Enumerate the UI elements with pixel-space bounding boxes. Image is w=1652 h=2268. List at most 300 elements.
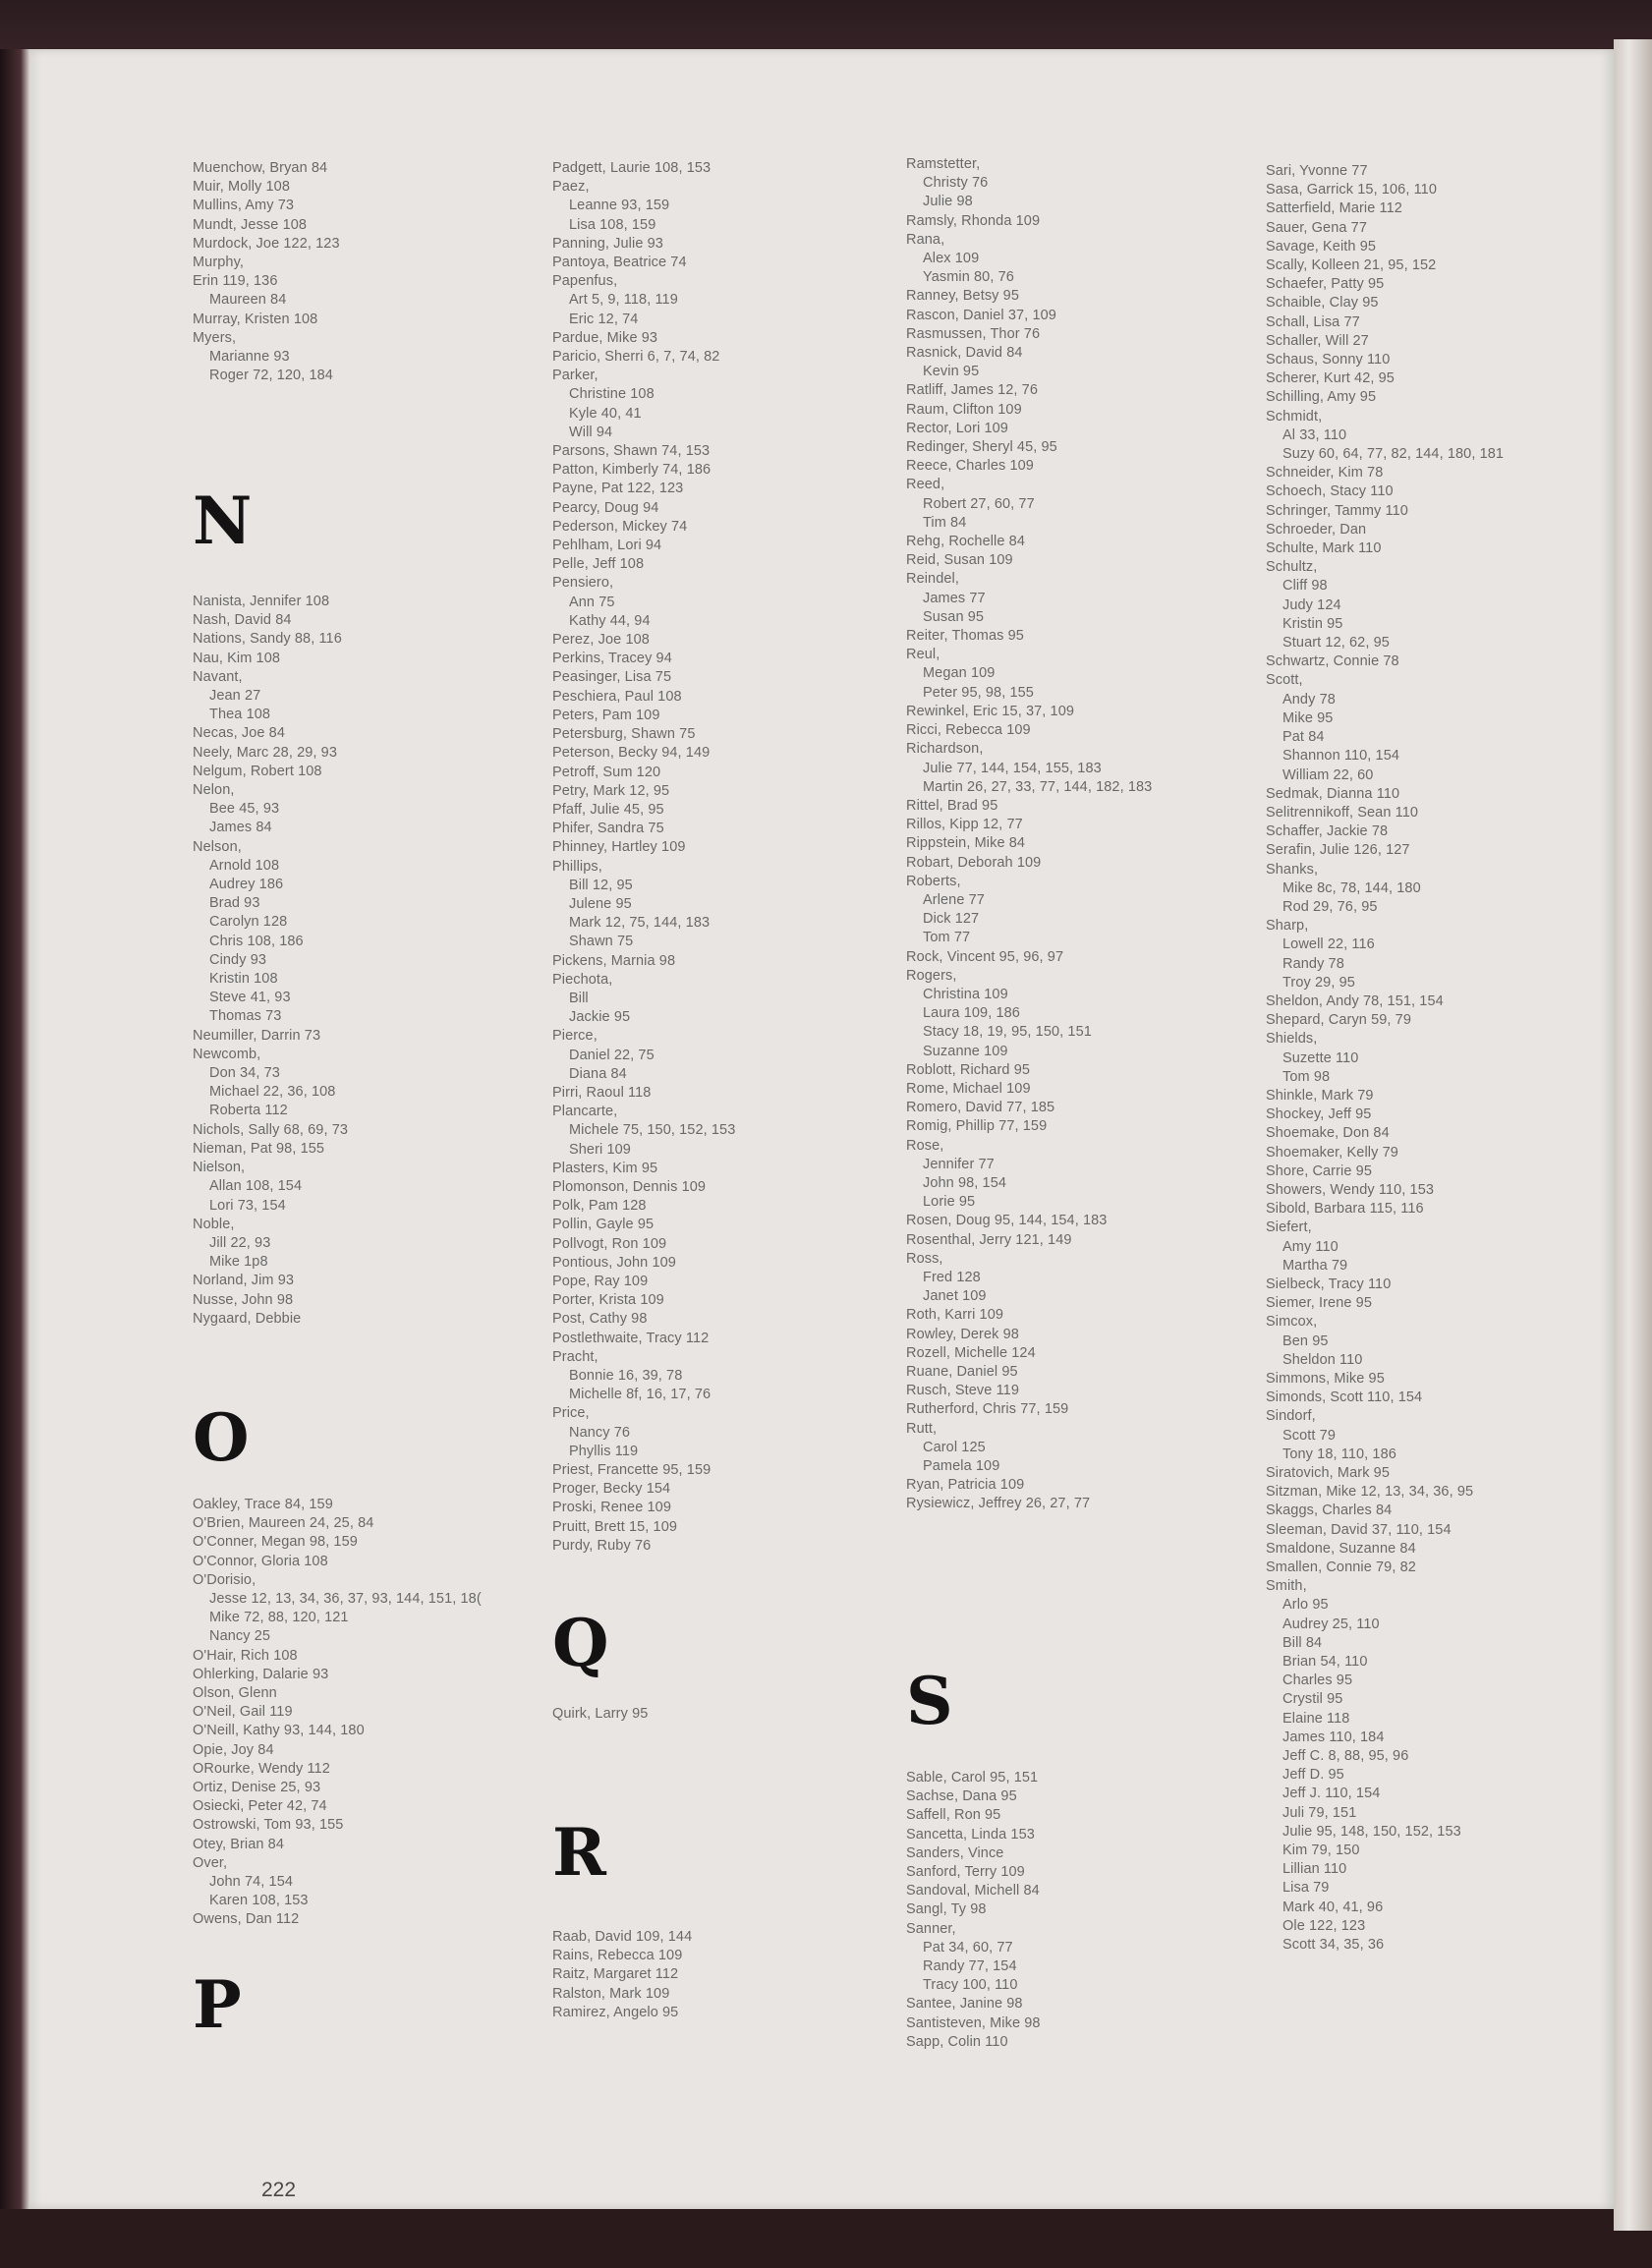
index-subentry: Jeff J. 110, 154 [1282, 1786, 1381, 1802]
index-subentry: Carolyn 128 [209, 914, 288, 931]
index-subentry: Jennifer 77 [923, 1156, 995, 1172]
index-entry: Rutherford, Chris 77, 159 [906, 1401, 1069, 1418]
index-subentry: Pat 34, 60, 77 [923, 1939, 1013, 1956]
index-subentry: Steve 41, 93 [209, 990, 291, 1006]
index-entry: Shields, [1266, 1031, 1318, 1048]
index-entry: Roth, Karri 109 [906, 1307, 1004, 1324]
index-entry: Rowley, Derek 98 [906, 1326, 1019, 1342]
index-subentry: Suzette 110 [1282, 1049, 1359, 1066]
index-subentry: Nancy 25 [209, 1628, 271, 1645]
index-entry: Erin 119, 136 [193, 273, 278, 290]
index-subentry: Arlo 95 [1282, 1597, 1329, 1614]
index-entry: Raab, David 109, 144 [552, 1929, 693, 1945]
index-entry: Smallen, Connie 79, 82 [1266, 1559, 1416, 1576]
index-subentry: Al 33, 110 [1282, 426, 1347, 443]
index-subentry: Christine 108 [569, 386, 655, 403]
index-entry: Pope, Ray 109 [552, 1273, 649, 1289]
index-subentry: Scott 34, 35, 36 [1282, 1937, 1385, 1954]
index-entry: Siratovich, Mark 95 [1266, 1465, 1390, 1482]
index-subentry: Maureen 84 [209, 292, 287, 309]
index-entry: Noble, [193, 1216, 235, 1232]
index-entry: Schall, Lisa 77 [1266, 313, 1360, 330]
index-entry: Polk, Pam 128 [552, 1198, 647, 1215]
index-subentry: Martin 26, 27, 33, 77, 144, 182, 183 [923, 778, 1153, 795]
index-entry: Shepard, Caryn 59, 79 [1266, 1012, 1411, 1029]
index-subentry: Kyle 40, 41 [569, 405, 642, 422]
index-entry: Savage, Keith 95 [1266, 238, 1377, 255]
index-entry: Rogers, [906, 967, 957, 984]
index-entry: Reindel, [906, 571, 959, 588]
index-subentry: Dick 127 [923, 911, 980, 928]
index-entry: Nelgum, Robert 108 [193, 763, 322, 779]
index-entry: Rascon, Daniel 37, 109 [906, 307, 1056, 323]
index-entry: O'Hair, Rich 108 [193, 1647, 298, 1664]
index-entry: Scherer, Kurt 42, 95 [1266, 370, 1395, 387]
index-entry: Sangl, Ty 98 [906, 1901, 987, 1918]
index-entry: Ramsly, Rhonda 109 [906, 212, 1041, 229]
index-subentry: Cindy 93 [209, 951, 267, 968]
index-entry: Owens, Dan 112 [193, 1911, 300, 1928]
index-subentry: Janet 109 [923, 1288, 987, 1305]
index-entry: Purdy, Ruby 76 [552, 1537, 652, 1554]
index-entry: Schwartz, Connie 78 [1266, 653, 1399, 670]
index-subentry: Shawn 75 [569, 934, 634, 950]
index-subentry: Christina 109 [923, 986, 1008, 1002]
index-entry: Reed, [906, 477, 945, 493]
index-entry: Navant, [193, 668, 243, 685]
index-subentry: Mike 72, 88, 120, 121 [209, 1610, 349, 1626]
index-entry: Ralston, Mark 109 [552, 1985, 670, 2002]
index-entry: Reul, [906, 647, 940, 663]
section-letter-r: R [552, 1814, 606, 1891]
index-entry: Peschiera, Paul 108 [552, 688, 682, 705]
index-subentry: Yasmin 80, 76 [923, 269, 1014, 286]
index-subentry: Randy 78 [1282, 955, 1344, 972]
index-subentry: Mike 1p8 [209, 1254, 268, 1271]
index-entry: Pardue, Mike 93 [552, 329, 658, 346]
index-entry: Parsons, Shawn 74, 153 [552, 443, 711, 460]
index-subentry: Jackie 95 [569, 1009, 631, 1026]
index-entry: Schulte, Mark 110 [1266, 540, 1382, 557]
section-letter-o: O [193, 1399, 250, 1476]
index-entry: Simmons, Mike 95 [1266, 1371, 1385, 1387]
book-gutter-left [0, 49, 29, 2209]
index-subentry: Karen 108, 153 [209, 1893, 309, 1909]
index-entry: Plomonson, Dennis 109 [552, 1178, 707, 1195]
index-entry: Muir, Molly 108 [193, 179, 291, 196]
index-subentry: Cliff 98 [1282, 578, 1328, 595]
index-subentry: Kevin 95 [923, 364, 980, 380]
index-entry: Sasa, Garrick 15, 106, 110 [1266, 182, 1438, 198]
index-entry: Ostrowski, Tom 93, 155 [193, 1817, 344, 1834]
index-subentry: Tony 18, 110, 186 [1282, 1446, 1396, 1462]
index-subentry: Andy 78 [1282, 691, 1336, 708]
index-entry: Shinkle, Mark 79 [1266, 1087, 1374, 1104]
index-subentry: Robert 27, 60, 77 [923, 495, 1035, 512]
index-entry: O'Neil, Gail 119 [193, 1704, 293, 1721]
index-entry: Reid, Susan 109 [906, 552, 1013, 569]
index-entry: Rome, Michael 109 [906, 1080, 1031, 1097]
index-subentry: Michele 75, 150, 152, 153 [569, 1122, 736, 1139]
index-entry: Newcomb, [193, 1046, 261, 1062]
index-subentry: Peter 95, 98, 155 [923, 684, 1034, 701]
index-entry: Sancetta, Linda 153 [906, 1826, 1035, 1843]
index-entry: Pantoya, Beatrice 74 [552, 255, 687, 271]
index-subentry: Mark 12, 75, 144, 183 [569, 915, 711, 932]
index-subentry: Shannon 110, 154 [1282, 748, 1400, 765]
index-entry: Redinger, Sheryl 45, 95 [906, 439, 1057, 456]
index-entry: Robart, Deborah 109 [906, 854, 1042, 871]
index-subentry: Lisa 108, 159 [569, 216, 656, 233]
index-subentry: Jesse 12, 13, 34, 36, 37, 93, 144, 151, 18( [209, 1591, 482, 1608]
index-subentry: Chris 108, 186 [209, 933, 304, 949]
index-entry: Schoech, Stacy 110 [1266, 483, 1394, 500]
index-entry: Rittel, Brad 95 [906, 797, 998, 814]
index-entry: Muenchow, Bryan 84 [193, 160, 328, 176]
index-entry: Norland, Jim 93 [193, 1273, 295, 1289]
index-entry: Rysiewicz, Jeffrey 26, 27, 77 [906, 1496, 1091, 1512]
index-entry: O'Conner, Megan 98, 159 [193, 1534, 358, 1551]
index-subentry: Troy 29, 95 [1282, 974, 1355, 991]
index-entry: Saffell, Ron 95 [906, 1807, 1001, 1824]
index-entry: Nash, David 84 [193, 612, 292, 629]
index-entry: Phinney, Hartley 109 [552, 839, 686, 856]
index-entry: Pehlham, Lori 94 [552, 538, 662, 554]
index-entry: Padgett, Laurie 108, 153 [552, 160, 712, 176]
index-entry: Scally, Kolleen 21, 95, 152 [1266, 257, 1437, 274]
index-subentry: Carol 125 [923, 1439, 986, 1455]
index-subentry: Pat 84 [1282, 729, 1325, 746]
section-letter-n: N [193, 482, 253, 559]
index-entry-group [552, 159, 735, 1556]
index-subentry: Rod 29, 76, 95 [1282, 898, 1378, 915]
index-entry: Raitz, Margaret 112 [552, 1966, 679, 1983]
index-subentry: Stacy 18, 19, 95, 150, 151 [923, 1024, 1092, 1041]
index-subentry: Martha 79 [1282, 1257, 1348, 1274]
index-subentry: Bonnie 16, 39, 78 [569, 1368, 683, 1384]
index-entry: Perkins, Tracey 94 [552, 651, 672, 667]
index-entry: Schaible, Clay 95 [1266, 295, 1379, 312]
index-entry: Scott, [1266, 672, 1303, 689]
index-subentry: Kathy 44, 94 [569, 612, 651, 629]
index-entry: Rasmussen, Thor 76 [906, 325, 1041, 342]
section-letter-q: Q [552, 1605, 609, 1681]
index-entry: Mundt, Jesse 108 [193, 216, 308, 233]
index-entry: Petry, Mark 12, 95 [552, 782, 670, 799]
index-entry: Rosenthal, Jerry 121, 149 [906, 1231, 1072, 1248]
index-subentry: Brian 54, 110 [1282, 1654, 1368, 1671]
index-entry: Rusch, Steve 119 [906, 1383, 1019, 1399]
index-entry: Sibold, Barbara 115, 116 [1266, 1201, 1424, 1218]
index-entry: Simcox, [1266, 1314, 1318, 1331]
index-entry: Siefert, [1266, 1219, 1312, 1236]
index-subentry: Arnold 108 [209, 857, 280, 874]
index-entry-group [552, 1705, 648, 1724]
index-entry: Nichols, Sally 68, 69, 73 [193, 1121, 349, 1138]
index-entry: Nygaard, Debbie [193, 1310, 302, 1327]
index-entry: Sauer, Gena 77 [1266, 219, 1367, 236]
index-subentry: Julene 95 [569, 895, 632, 912]
index-subentry: James 110, 184 [1282, 1729, 1385, 1745]
index-entry-group [906, 155, 1152, 1514]
index-entry: Serafin, Julie 126, 127 [1266, 842, 1410, 859]
index-entry-group [193, 159, 340, 385]
index-entry: Sharp, [1266, 918, 1309, 935]
index-entry: Raum, Clifton 109 [906, 401, 1022, 418]
index-entry: Nusse, John 98 [193, 1291, 294, 1308]
index-subentry: Charles 95 [1282, 1673, 1353, 1689]
index-subentry: Randy 77, 154 [923, 1958, 1017, 1975]
index-entry: Papenfus, [552, 273, 618, 290]
index-entry: Pruitt, Brett 15, 109 [552, 1518, 678, 1535]
index-entry: Pearcy, Doug 94 [552, 499, 659, 516]
index-subentry: Christy 76 [923, 175, 989, 192]
index-entry: Sielbeck, Tracy 110 [1266, 1276, 1392, 1292]
index-subentry: James 77 [923, 590, 986, 606]
index-entry: Plasters, Kim 95 [552, 1160, 658, 1176]
index-subentry: Thea 108 [209, 707, 271, 723]
index-subentry: Lorie 95 [923, 1194, 976, 1211]
index-entry-group [906, 1769, 1041, 2052]
index-subentry: Ole 122, 123 [1282, 1917, 1366, 1934]
index-entry: Payne, Pat 122, 123 [552, 481, 684, 497]
index-entry: Price, [552, 1405, 590, 1422]
index-entry: Peterson, Becky 94, 149 [552, 745, 711, 762]
index-entry: Phifer, Sandra 75 [552, 821, 664, 837]
index-entry: Pensiero, [552, 575, 614, 592]
index-entry: O'Neill, Kathy 93, 144, 180 [193, 1723, 365, 1739]
index-subentry: Art 5, 9, 118, 119 [569, 292, 678, 309]
index-entry: Ranney, Betsy 95 [906, 288, 1019, 305]
index-entry: Sleeman, David 37, 110, 154 [1266, 1521, 1452, 1538]
index-entry: Schaller, Will 27 [1266, 332, 1369, 349]
index-entry: Sable, Carol 95, 151 [906, 1770, 1039, 1786]
index-subentry: Phyllis 119 [569, 1443, 639, 1459]
index-subentry: Diana 84 [569, 1065, 627, 1082]
index-subentry: Roger 72, 120, 184 [209, 368, 333, 384]
index-subentry: Eric 12, 74 [569, 311, 639, 327]
index-subentry: Bill 84 [1282, 1634, 1323, 1651]
index-entry: Sitzman, Mike 12, 13, 34, 36, 95 [1266, 1484, 1474, 1501]
index-subentry: Ann 75 [569, 594, 615, 610]
index-entry: Pirri, Raoul 118 [552, 1084, 652, 1101]
index-entry: Otey, Brian 84 [193, 1836, 285, 1852]
index-entry: Priest, Francette 95, 159 [552, 1462, 712, 1479]
index-entry: Nelson, [193, 838, 242, 855]
index-entry: Rana, [906, 231, 945, 248]
index-entry: Shoemaker, Kelly 79 [1266, 1144, 1398, 1161]
index-entry: Postlethwaite, Tracy 112 [552, 1330, 710, 1346]
index-entry: Satterfield, Marie 112 [1266, 200, 1402, 217]
index-subentry: Allan 108, 154 [209, 1178, 303, 1195]
index-subentry: Sheldon 110 [1282, 1351, 1363, 1368]
index-entry: Nelon, [193, 782, 235, 799]
index-entry: Oakley, Trace 84, 159 [193, 1497, 333, 1512]
index-entry: Schaffer, Jackie 78 [1266, 823, 1389, 840]
index-subentry: Megan 109 [923, 665, 996, 682]
index-subentry: Crystil 95 [1282, 1691, 1343, 1708]
index-subentry: Amy 110 [1282, 1238, 1339, 1255]
index-subentry: Bill [569, 990, 589, 1006]
index-entry: Skaggs, Charles 84 [1266, 1503, 1393, 1519]
index-entry: Schmidt, [1266, 408, 1323, 425]
index-subentry: Lowell 22, 116 [1282, 936, 1375, 953]
index-entry: Pollin, Gayle 95 [552, 1217, 655, 1233]
index-entry: Proger, Becky 154 [552, 1481, 671, 1498]
index-subentry: Julie 95, 148, 150, 152, 153 [1282, 1823, 1461, 1840]
index-subentry: Marianne 93 [209, 349, 290, 366]
index-entry: Sindorf, [1266, 1408, 1316, 1425]
index-entry: Sheldon, Andy 78, 151, 154 [1266, 992, 1444, 1009]
index-entry: Pelle, Jeff 108 [552, 556, 645, 573]
index-entry: Ramirez, Angelo 95 [552, 2004, 679, 2020]
index-subentry: William 22, 60 [1282, 766, 1374, 783]
index-entry: Opie, Joy 84 [193, 1741, 274, 1758]
index-entry: Neumiller, Darrin 73 [193, 1027, 321, 1044]
index-subentry: Ben 95 [1282, 1332, 1329, 1349]
index-entry-group [552, 1928, 692, 2022]
index-entry: Shockey, Jeff 95 [1266, 1106, 1372, 1123]
index-entry: O'Brien, Maureen 24, 25, 84 [193, 1515, 374, 1532]
section-letter-p: P [193, 1966, 242, 2043]
index-entry: Plancarte, [552, 1104, 618, 1120]
index-subentry: Thomas 73 [209, 1008, 282, 1025]
index-entry: Showers, Wendy 110, 153 [1266, 1181, 1435, 1198]
index-entry: Panning, Julie 93 [552, 235, 663, 252]
index-subentry: Brad 93 [209, 895, 260, 912]
index-subentry: Will 94 [569, 424, 613, 440]
index-subentry: Lillian 110 [1282, 1861, 1347, 1878]
index-subentry: Kristin 95 [1282, 615, 1343, 632]
index-entry: Pontious, John 109 [552, 1254, 676, 1271]
index-entry: Ruane, Daniel 95 [906, 1364, 1018, 1380]
index-subentry: Kristin 108 [209, 971, 278, 988]
index-subentry: James 84 [209, 820, 272, 836]
index-entry: Post, Cathy 98 [552, 1311, 648, 1328]
index-entry: Phillips, [552, 858, 602, 875]
index-subentry: John 74, 154 [209, 1874, 294, 1891]
index-subentry: Tom 98 [1282, 1068, 1331, 1085]
index-entry: Nielson, [193, 1160, 246, 1176]
index-subentry: Fred 128 [923, 1269, 981, 1285]
index-entry: Schroeder, Dan [1266, 521, 1367, 538]
index-entry: Murdock, Joe 122, 123 [193, 235, 340, 252]
index-entry: Sachse, Dana 95 [906, 1788, 1017, 1805]
index-subentry: Roberta 112 [209, 1103, 288, 1119]
index-entry: Sanders, Vince [906, 1844, 1004, 1861]
index-subentry: Stuart 12, 62, 95 [1282, 635, 1390, 652]
index-subentry: Tracy 100, 110 [923, 1977, 1018, 1994]
index-entry: ORourke, Wendy 112 [193, 1760, 330, 1777]
index-entry: Rains, Rebecca 109 [552, 1948, 683, 1964]
index-entry-group [1266, 162, 1504, 1955]
index-entry: Petroff, Sum 120 [552, 764, 661, 780]
index-entry: Rose, [906, 1137, 944, 1154]
index-entry: Parker, [552, 368, 598, 384]
index-entry: Nieman, Pat 98, 155 [193, 1140, 325, 1157]
index-entry: Schaefer, Patty 95 [1266, 276, 1385, 293]
index-entry: Rillos, Kipp 12, 77 [906, 817, 1023, 833]
index-subentry: Jill 22, 93 [209, 1234, 271, 1251]
index-subentry: Sheri 109 [569, 1141, 631, 1158]
index-entry: Richardson, [906, 741, 984, 758]
index-entry: Ratliff, James 12, 76 [906, 382, 1039, 399]
index-entry: Petersburg, Shawn 75 [552, 726, 696, 743]
index-entry: Shoemake, Don 84 [1266, 1125, 1390, 1142]
index-entry: Nau, Kim 108 [193, 650, 281, 666]
index-entry: O'Connor, Gloria 108 [193, 1553, 328, 1569]
index-entry: Reiter, Thomas 95 [906, 628, 1024, 645]
index-subentry: Mike 95 [1282, 709, 1334, 726]
index-subentry: Tim 84 [923, 514, 967, 531]
index-subentry: Suzy 60, 64, 77, 82, 144, 180, 181 [1282, 446, 1505, 463]
index-entry: Ross, [906, 1250, 943, 1267]
index-entry: O'Dorisio, [193, 1571, 256, 1588]
index-entry: Romero, David 77, 185 [906, 1100, 1055, 1116]
section-letter-s: S [906, 1663, 953, 1739]
index-entry: Sari, Yvonne 77 [1266, 163, 1368, 179]
index-entry: Smith, [1266, 1578, 1307, 1595]
index-entry: Piechota, [552, 971, 613, 988]
index-page [29, 49, 1614, 2209]
index-entry-group [193, 593, 348, 1329]
index-entry: Peters, Pam 109 [552, 707, 660, 723]
index-entry: Proski, Renee 109 [552, 1500, 671, 1516]
index-entry: Necas, Joe 84 [193, 725, 285, 742]
index-entry: Pollvogt, Ron 109 [552, 1235, 667, 1252]
index-entry: Ohlerking, Dalarie 93 [193, 1666, 329, 1682]
index-subentry: Mike 8c, 78, 144, 180 [1282, 879, 1421, 896]
index-entry: Rock, Vincent 95, 96, 97 [906, 948, 1064, 965]
index-entry: Pfaff, Julie 45, 95 [552, 801, 664, 818]
index-entry: Shanks, [1266, 861, 1319, 878]
index-entry: Roblott, Richard 95 [906, 1061, 1031, 1078]
index-entry: Over, [193, 1854, 228, 1871]
index-entry: Nations, Sandy 88, 116 [193, 631, 342, 648]
index-entry: Schaus, Sonny 110 [1266, 352, 1391, 369]
index-entry: Reece, Charles 109 [906, 458, 1034, 475]
index-subentry: Tom 77 [923, 930, 971, 946]
index-entry: Paez, [552, 179, 590, 196]
index-entry: Santee, Janine 98 [906, 1996, 1023, 2013]
index-subentry: Jeff C. 8, 88, 95, 96 [1282, 1748, 1409, 1765]
index-subentry: Suzanne 109 [923, 1043, 1008, 1059]
index-subentry: Scott 79 [1282, 1427, 1336, 1444]
index-entry: Perez, Joe 108 [552, 632, 650, 649]
index-entry: Murray, Kristen 108 [193, 311, 318, 327]
index-entry: Myers, [193, 329, 237, 346]
index-entry: Sanford, Terry 109 [906, 1864, 1025, 1881]
index-entry: Rehg, Rochelle 84 [906, 534, 1025, 550]
index-subentry: Leanne 93, 159 [569, 198, 670, 214]
index-entry: Murphy, [193, 255, 245, 271]
index-entry: Romig, Phillip 77, 159 [906, 1118, 1048, 1135]
index-subentry: Julie 77, 144, 154, 155, 183 [923, 760, 1102, 776]
index-entry: Ryan, Patricia 109 [906, 1477, 1025, 1494]
index-subentry: Jean 27 [209, 688, 261, 705]
index-entry: Rasnick, David 84 [906, 345, 1023, 362]
index-entry: Schilling, Amy 95 [1266, 389, 1377, 406]
index-subentry: Jeff D. 95 [1282, 1767, 1344, 1784]
index-entry: Sanner, [906, 1920, 956, 1937]
index-subentry: Michael 22, 36, 108 [209, 1084, 336, 1101]
index-subentry: Laura 109, 186 [923, 1005, 1020, 1022]
index-entry: Osiecki, Peter 42, 74 [193, 1798, 327, 1815]
index-entry: Rutt, [906, 1420, 938, 1437]
index-subentry: Bee 45, 93 [209, 801, 280, 818]
index-subentry: Alex 109 [923, 251, 980, 267]
index-entry: Sapp, Colin 110 [906, 2033, 1008, 2050]
